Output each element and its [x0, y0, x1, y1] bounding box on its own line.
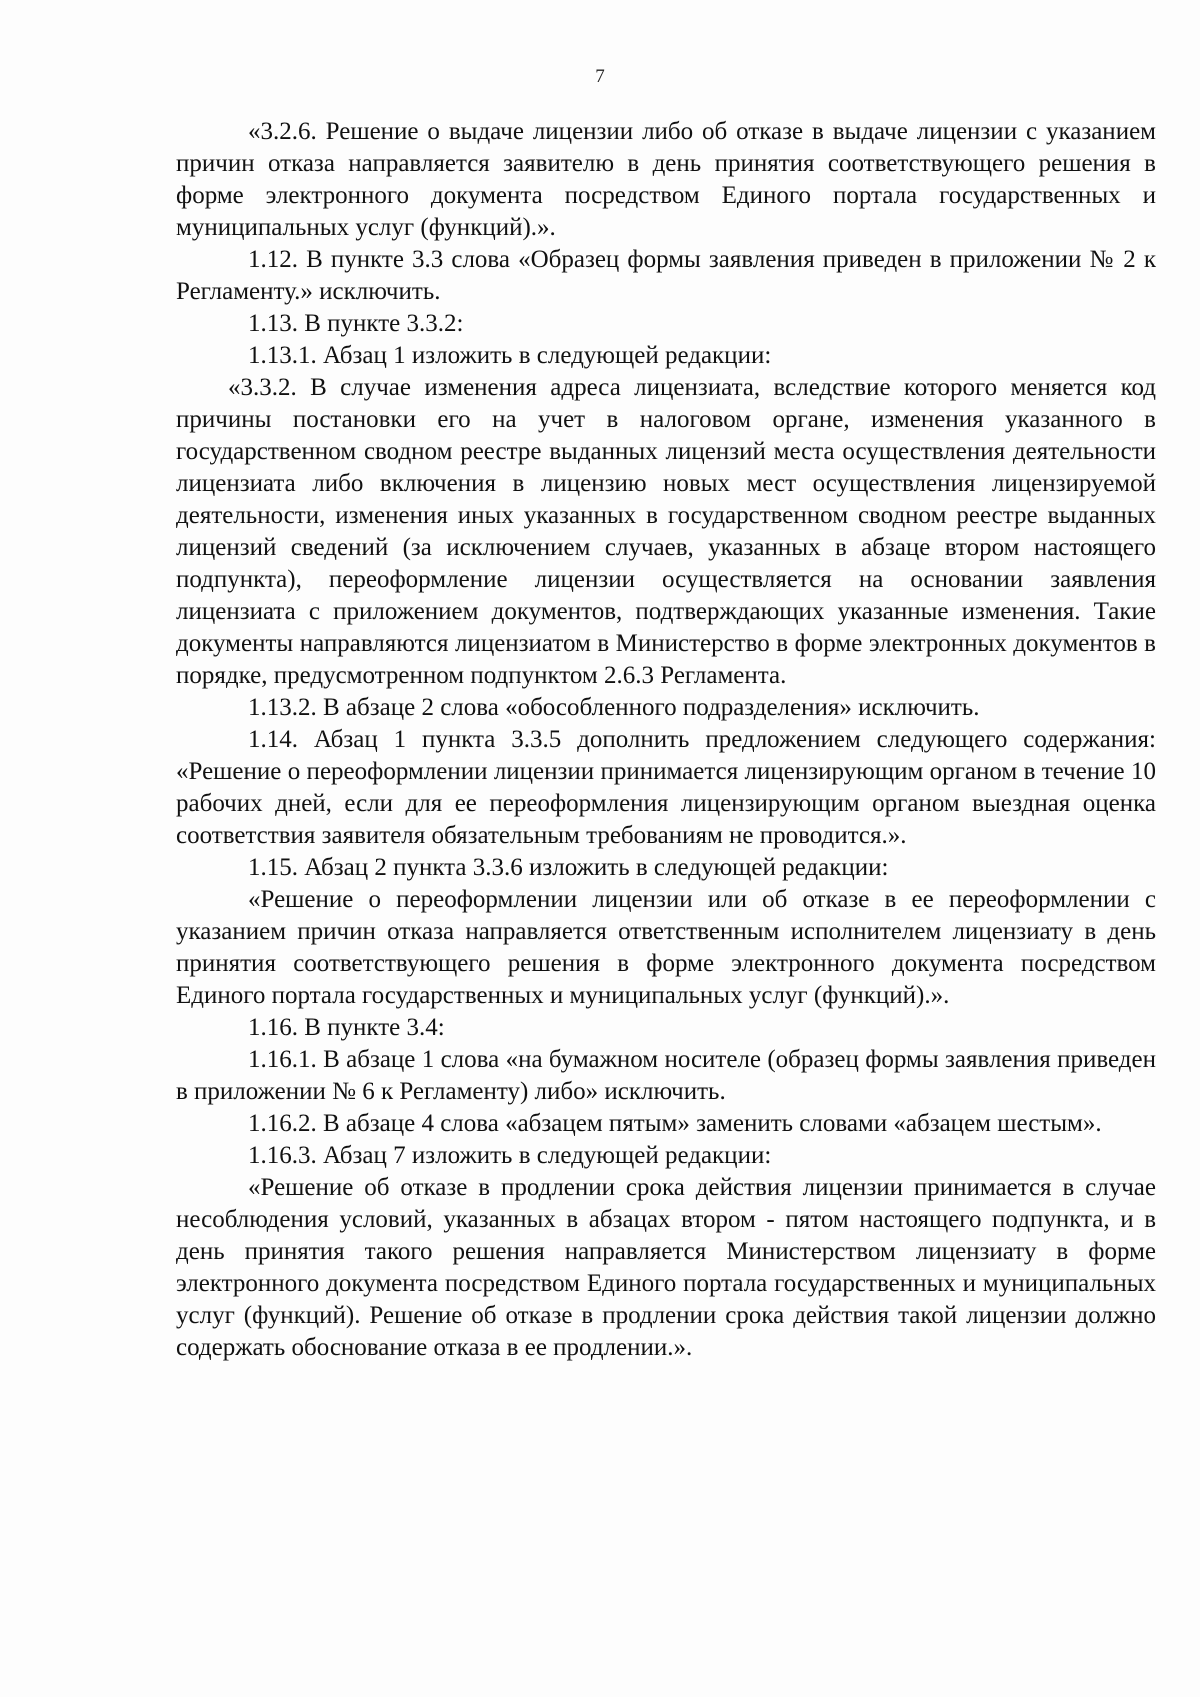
- paragraph-1-13-2: 1.13.2. В абзаце 2 слова «обособленного подразделения» исключить.: [248, 694, 980, 721]
- paragraph-1-15: 1.15. Абзац 2 пункта 3.3.6 изложить в следующей редакции:: [248, 854, 889, 881]
- page-number: 7: [595, 66, 605, 87]
- paragraph-1-12: 1.12. В пункте 3.3 слова «Образец формы заявления приведен в приложении № 2 к Регламенту.» исключить.: [176, 246, 1156, 305]
- paragraph-1-16: 1.16. В пункте 3.4:: [248, 1014, 445, 1041]
- paragraph-1-16-3: 1.16.3. Абзац 7 изложить в следующей редакции:: [248, 1142, 772, 1169]
- paragraph-3-3-2: «3.3.2. В случае изменения адреса лицензиата, вследствие которого меняется код причины постановки его на учет в налоговом органе, изменения указанного в государственном сводном реестре выданных лицензий места осуществления деятельности лицензиата либо включения в лицензию новых мест осуществления лицензируемой деятельности, изменения иных указанных в государственном сводном реестре выданных лицензий сведений (за исключением случаев, указанных в абзаце втором настоящего подпункта), переоформление лицензии осуществляется на основании заявления лицензиата с приложением документов, подтверждающих указанные изменения. Такие документы направляются лицензиатом в Министерство в форме электронных документов в порядке, предусмотренном подпунктом 2.6.3 Регламента.: [176, 374, 1156, 689]
- paragraph-1-14: 1.14. Абзац 1 пункта 3.3.5 дополнить предложением следующего содержания: «Решение о переоформлении лицензии принимается лицензирующим органом в течение 10 рабочих дней, если для ее переоформления лицензирующим органом выездная оценка соответствия заявителя обязательным требованиям не проводится.».: [176, 726, 1156, 849]
- paragraph-1-13: 1.13. В пункте 3.3.2:: [248, 310, 464, 337]
- paragraph-1-15-quote: «Решение о переоформлении лицензии или об отказе в ее переоформлении с указанием причин отказа направляется ответственным исполнителем лицензиату в день принятия соответствующего решения в форме электронного документа посредством Единого портала государственных и муниципальных услуг (функций).».: [176, 886, 1156, 1009]
- document-body: [176, 116, 1156, 1364]
- paragraph-1-16-3-quote: «Решение об отказе в продлении срока действия лицензии принимается в случае несоблюдения условий, указанных в абзацах втором - пятом настоящего подпункта, и в день принятия такого решения направляется Министерством лицензиату в форме электронного документа посредством Единого портала государственных и муниципальных услуг (функций). Решение об отказе в продлении срока действия такой лицензии должно содержать обоснование отказа в ее продлении.».: [176, 1174, 1156, 1361]
- paragraph-3-2-6: «3.2.6. Решение о выдаче лицензии либо об отказе в выдаче лицензии с указанием причин отказа направляется заявителю в день принятия соответствующего решения в форме электронного документа посредством Единого портала государственных и муниципальных услуг (функций).».: [176, 118, 1156, 241]
- paragraph-1-16-2: 1.16.2. В абзаце 4 слова «абзацем пятым» заменить словами «абзацем шестым».: [248, 1110, 1102, 1137]
- paragraph-1-13-1: 1.13.1. Абзац 1 изложить в следующей редакции:: [248, 342, 772, 369]
- paragraph-1-16-1: 1.16.1. В абзаце 1 слова «на бумажном носителе (образец формы заявления приведен в приложении № 6 к Регламенту) либо» исключить.: [176, 1046, 1156, 1105]
